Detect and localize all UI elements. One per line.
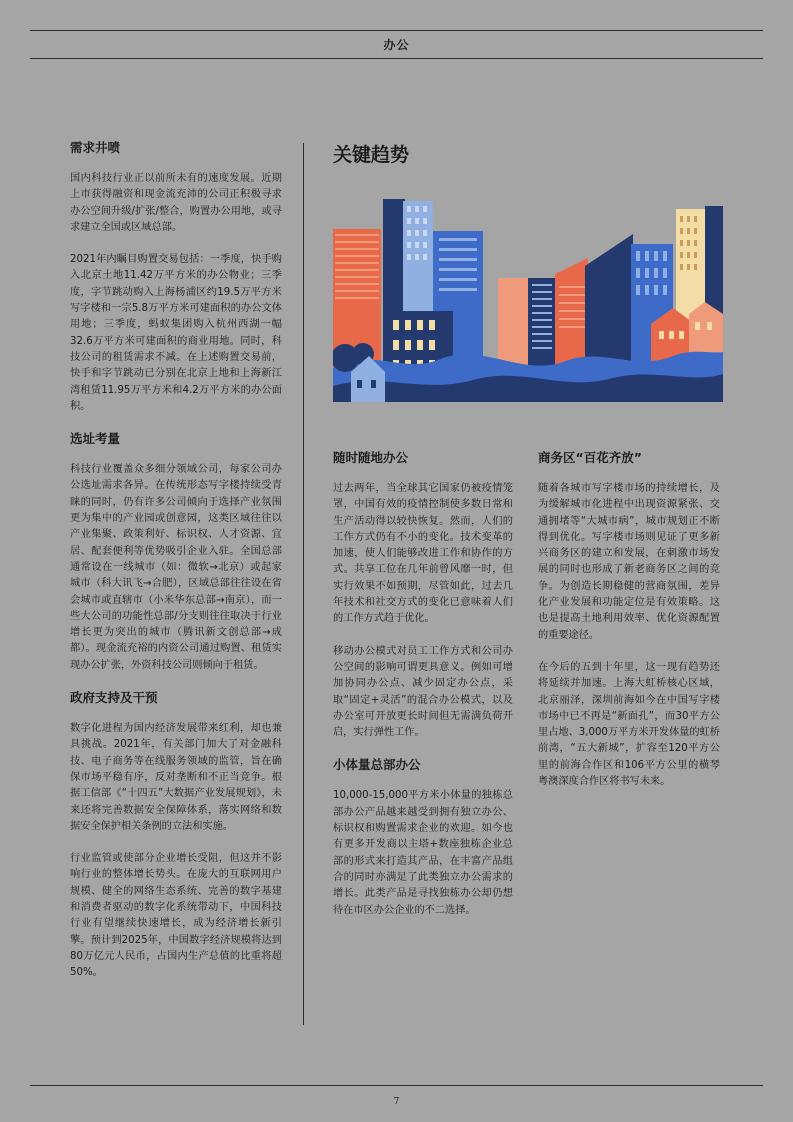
section-heading: 随时随地办公 (333, 450, 409, 465)
paragraph: 行业监管或使部分企业增长受阻，但这并不影响行业的整体增长势头。在庞大的互联网用户规模、健全的网络生态系统、完善的数字基建和消费者驱动的数字化系统带动下，中国科技行业有望继续快速增长，成为经济增长新引擎。预计到2025年，中国数字经济规模将达到80万亿元人民币，占国内生产总值的比重将超50%。 (70, 853, 282, 979)
section-demand (70, 140, 282, 415)
section-government (70, 690, 282, 981)
column-divider (303, 143, 304, 1025)
page-header-title: 办公 (383, 38, 410, 52)
paragraph: 在今后的五到十年里，这一现有趋势还将延续并加速。上海大虹桥核心区域，北京丽泽，深圳前海如今在中国写字楼市场中已不再是“新面孔”，而30平方公里占地、3,000万平方米开发体量的虹桥前湾，“五大新城”，扩容至120平方公里的前海合作区和106平方公里的横琴粤澳深度合作区将书写未来。 (538, 661, 720, 788)
middle-column (333, 450, 513, 935)
paragraph: 2021年内瞩目购置交易包括：一季度，快手购入北京土地11.42万平方米的办公物业；三季度，字节跳动购入上海杨浦区约19.5万平方米写字楼和一宗5.8万平方米可建面积的办公文体用地；三季度，蚂蚁集团购入杭州西湖一幅32.6万平方米可建面积的商业用地。同时，科技公司的租赁需求不减。在上述购置交易前，快手和字节跳动已分别在北京上地和上海新江湾租赁11.95万平方米和4.2万平方米的办公面积。 (70, 254, 282, 412)
footer-rule (30, 1085, 763, 1086)
paragraph: 国内科技行业正以前所未有的速度发展。近期上市获得融资和现金流充沛的公司正积极寻求办公空间升级/扩张/整合，购置办公用地，或寻求建立全国或区域总部。 (70, 173, 282, 233)
section-business-districts (538, 450, 720, 790)
paragraph: 科技行业覆盖众多细分领域公司，每家公司办公选址需求各异。在传统形态写字楼持续受青睐的同时，仍有许多公司倾向于选择产业氛围更为集中的产业园或创意园，这类区域往往以产业集聚、政策利好、标识权、人才资源、宜居、配套便利等优势吸引企业入驻。全国总部通常设在一线城市（如：微软→北京）或起家城市（科大讯飞→合肥），区域总部往往设在省会城市或直辖市（小米华东总部→南京），而一些大公司的功能性总部/分支则往往取决于行业增长更为突出的城市（腾讯新文创总部→成都）。现金流充裕的内资公司通过购置、租赁实现办公扩张，外资科技公司则倾向于租赁。 (70, 464, 282, 671)
section-site-selection (70, 431, 282, 674)
section-heading: 商务区“百花齐放” (538, 450, 642, 465)
right-column (538, 450, 720, 806)
paragraph: 随着各城市写字楼市场的持续增长，及为缓解城市化进程中出现资源紧张、交通拥堵等“大城市病”，城市规划正不断得到优化。写字楼市场则见证了更多新兴商务区的建立和发展，在刺激市场发展的同时也形成了新老商务区之间的竞争。为创造长期稳健的营商氛围，差异化产业发展和功能定位是有效策略。这也是提高土地利用效率、优化资源配置的重要途径。 (538, 483, 720, 641)
key-trends-title: 关键趋势 (333, 144, 410, 166)
paragraph: 10,000-15,000平方米小体量的独栋总部办公产品越来越受到拥有独立办公、标识权和购置需求企业的欢迎。如今也有更多开发商以主塔+数座独栋企业总部的形式来打造其产品，在丰富产品组合的同时亦满足了此类独立办公需求的增长。此类产品是寻找独栋办公却仍想待在市区办公企业的不二选择。 (333, 790, 513, 916)
page-number: 7 (393, 1097, 400, 1107)
paragraph: 数字化进程为国内经济发展带来红利，却也兼具挑战。2021年，有关部门加大了对金融科技、电子商务等在线服务领域的监管，旨在确保市场平稳有序，反对垄断和不正当竞争。根据工信部《“十四五”大数据产业发展规划》，未来还将完善数据安全保障体系，落实网络和数据安全保护相关条例的立法和实施。 (70, 723, 282, 832)
section-small-hq (333, 757, 513, 918)
section-heading: 小体量总部办公 (333, 757, 421, 773)
header-top-rule (30, 30, 763, 31)
section-heading: 选址考量 (70, 431, 121, 447)
section-heading: 政府支持及干预 (70, 690, 158, 706)
section-work-anywhere (333, 450, 513, 741)
paragraph: 移动办公模式对员工工作方式和公司办公空间的影响可谓更具意义。例如可增加协同办公点、减少固定办公点，采取“固定+灵活”的混合办公模式，以及办公室可开放更长时间但无需满负荷开启，实行弹性工作。 (333, 645, 513, 739)
section-heading: 需求井喷 (70, 140, 121, 155)
header-bottom-rule (30, 58, 763, 59)
left-column (70, 140, 282, 997)
city-skyline-illustration (333, 196, 723, 402)
paragraph: 过去两年，当全球其它国家仍被疫情笼罩，中国有效的疫情控制使多数日常和生产活动得以较快恢复。然而，人们的工作方式仍有不小的变化。技术变革的加速，使人们能够改进工作和协作的方式。共享工位在几年前曾风靡一时，但实行效果不如预期，尽管如此，过去几年技术和社交方式的变化已意味着人们的工作方式趋于优化。 (333, 483, 513, 625)
